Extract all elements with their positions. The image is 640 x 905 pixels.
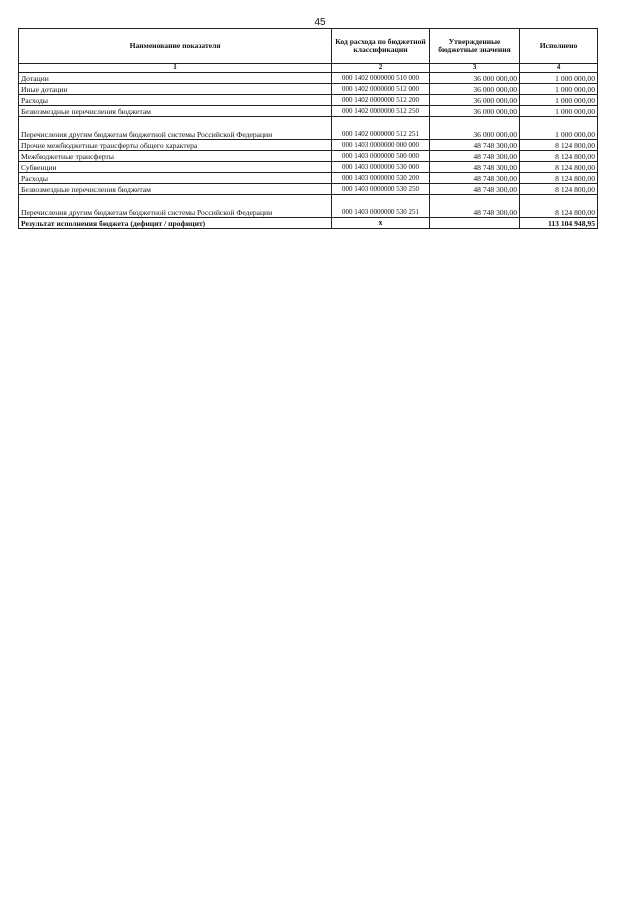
result-approved bbox=[430, 218, 520, 229]
table-row bbox=[19, 95, 598, 106]
table-header-row bbox=[19, 29, 598, 64]
row-code: 000 1403 0000000 500 000 bbox=[332, 151, 430, 162]
column-number: 4 bbox=[520, 64, 598, 73]
budget-execution-table bbox=[18, 28, 598, 229]
row-code: 000 1402 0000000 512 200 bbox=[332, 95, 430, 106]
row-code: 000 1402 0000000 510 000 bbox=[332, 73, 430, 84]
row-executed: 8 124 800,00 bbox=[520, 151, 598, 162]
row-approved: 36 000 000,00 bbox=[430, 117, 520, 140]
row-code: 000 1402 0000000 512 000 bbox=[332, 84, 430, 95]
row-executed: 1 000 000,00 bbox=[520, 106, 598, 117]
row-code: 000 1403 0000000 530 000 bbox=[332, 162, 430, 173]
row-approved: 36 000 000,00 bbox=[430, 95, 520, 106]
row-approved: 48 748 300,00 bbox=[430, 184, 520, 195]
table-row bbox=[19, 195, 598, 218]
table-row bbox=[19, 140, 598, 151]
row-name: Перечисления другим бюджетам бюджетной системы Российской Федерации bbox=[19, 117, 332, 140]
result-executed: 113 104 948,95 bbox=[520, 218, 598, 229]
row-executed: 8 124 800,00 bbox=[520, 195, 598, 218]
result-code: x bbox=[332, 218, 430, 229]
row-approved: 48 748 300,00 bbox=[430, 151, 520, 162]
table-row bbox=[19, 184, 598, 195]
row-approved: 48 748 300,00 bbox=[430, 140, 520, 151]
row-code: 000 1403 0000000 000 000 bbox=[332, 140, 430, 151]
row-executed: 1 000 000,00 bbox=[520, 73, 598, 84]
table-row bbox=[19, 162, 598, 173]
table-row bbox=[19, 173, 598, 184]
header-approved: Утвержденные бюджетные значения bbox=[430, 29, 520, 64]
row-name: Расходы bbox=[19, 95, 332, 106]
result-row bbox=[19, 218, 598, 229]
column-number: 1 bbox=[19, 64, 332, 73]
row-executed: 8 124 800,00 bbox=[520, 162, 598, 173]
row-name: Расходы bbox=[19, 173, 332, 184]
row-name: Межбюджетные трансферты bbox=[19, 151, 332, 162]
row-name: Дотации bbox=[19, 73, 332, 84]
table-row bbox=[19, 84, 598, 95]
row-code: 000 1402 0000000 512 251 bbox=[332, 117, 430, 140]
table-row bbox=[19, 151, 598, 162]
row-name: Безвозмездные перечисления бюджетам bbox=[19, 106, 332, 117]
result-name: Результат исполнения бюджета (дефицит / профицит) bbox=[19, 218, 332, 229]
table-row bbox=[19, 106, 598, 117]
header-code: Код расхода по бюджетной классификации bbox=[332, 29, 430, 64]
row-code: 000 1403 0000000 530 250 bbox=[332, 184, 430, 195]
row-code: 000 1403 0000000 530 251 bbox=[332, 195, 430, 218]
row-name: Иные дотации bbox=[19, 84, 332, 95]
row-approved: 48 748 300,00 bbox=[430, 162, 520, 173]
column-number: 2 bbox=[332, 64, 430, 73]
page-number: 45 bbox=[314, 17, 326, 28]
row-executed: 1 000 000,00 bbox=[520, 117, 598, 140]
column-number-row bbox=[19, 64, 598, 73]
row-executed: 8 124 800,00 bbox=[520, 173, 598, 184]
row-code: 000 1403 0000000 530 200 bbox=[332, 173, 430, 184]
column-number: 3 bbox=[430, 64, 520, 73]
header-name: Наименование показателя bbox=[19, 29, 332, 64]
row-executed: 1 000 000,00 bbox=[520, 84, 598, 95]
table-row bbox=[19, 73, 598, 84]
row-approved: 36 000 000,00 bbox=[430, 106, 520, 117]
row-executed: 1 000 000,00 bbox=[520, 95, 598, 106]
row-name: Безвозмездные перечисления бюджетам bbox=[19, 184, 332, 195]
row-name: Прочие межбюджетные трансферты общего характера bbox=[19, 140, 332, 151]
header-executed: Исполнено bbox=[520, 29, 598, 64]
row-name: Перечисления другим бюджетам бюджетной системы Российской Федерации bbox=[19, 195, 332, 218]
row-approved: 48 748 300,00 bbox=[430, 195, 520, 218]
row-approved: 36 000 000,00 bbox=[430, 84, 520, 95]
table-row bbox=[19, 117, 598, 140]
row-code: 000 1402 0000000 512 250 bbox=[332, 106, 430, 117]
row-approved: 36 000 000,00 bbox=[430, 73, 520, 84]
row-executed: 8 124 800,00 bbox=[520, 184, 598, 195]
row-executed: 8 124 800,00 bbox=[520, 140, 598, 151]
row-approved: 48 748 300,00 bbox=[430, 173, 520, 184]
row-name: Субвенции bbox=[19, 162, 332, 173]
